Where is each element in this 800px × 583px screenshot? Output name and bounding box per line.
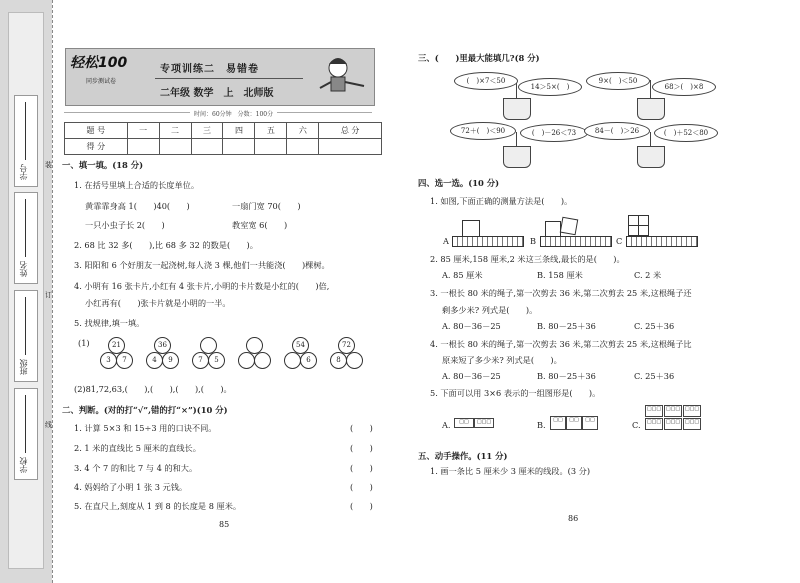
number-circle: 7 bbox=[192, 352, 209, 369]
question-text: 1. 画一条比 5 厘米少 3 厘米的线段。(3 分) bbox=[430, 466, 591, 476]
name-label: 姓名 bbox=[19, 261, 28, 277]
question-text: 3. 4 个 7 的和比 7 与 4 的和大。 bbox=[74, 463, 198, 473]
question-text: 5. 在直尺上,刻度从 1 到 8 的长度是 8 厘米。 bbox=[74, 501, 242, 511]
question-text: 小红再有( )张卡片就是小明的一半。 bbox=[85, 298, 231, 308]
number-circle: 54 bbox=[292, 337, 309, 354]
shape-group: □□□ bbox=[664, 418, 682, 430]
plant-puzzle bbox=[448, 62, 718, 170]
flower-pot bbox=[637, 146, 665, 168]
question-text: 2. 1 米的直线比 5 厘米的直线长。 bbox=[74, 443, 201, 453]
answer-paren[interactable]: ( ) bbox=[350, 482, 373, 492]
section-title: 一、填一填。(18 分) bbox=[62, 160, 144, 170]
question-text: 一扇门宽 70( ) bbox=[232, 201, 301, 211]
question-text: 4. 小明有 16 张卡片,小红有 4 张卡片,小明的卡片数是小红的( )倍, bbox=[74, 281, 330, 291]
table-cell: 三 bbox=[191, 123, 223, 139]
question-text: (1) bbox=[78, 338, 90, 348]
shape-group: □□ bbox=[582, 416, 598, 430]
question-text: (2)81,72,63,( ),( ),( ),( )。 bbox=[74, 384, 232, 394]
option-text[interactable]: A. 80－36－25 bbox=[442, 371, 501, 381]
section-title: 三、( )里最大能填几?(8 分) bbox=[418, 53, 540, 63]
question-text: 2. 85 厘米,158 厘米,2 米这三条线,最长的是( )。 bbox=[430, 254, 625, 264]
score-input-cell[interactable] bbox=[287, 139, 319, 155]
question-text: 4. 一根长 80 米的绳子,第一次剪去 36 米,第二次剪去 25 米,这根绳子比 bbox=[430, 339, 692, 349]
shape-group: □□ bbox=[566, 416, 582, 430]
question-text: 5. 找规律,填一填。 bbox=[74, 318, 145, 328]
cut-label: 装 bbox=[45, 161, 52, 169]
option-text[interactable]: A. 85 厘米 bbox=[442, 270, 483, 280]
square-block bbox=[545, 221, 561, 237]
option-text[interactable]: C. 25＋36 bbox=[634, 371, 675, 381]
option-label[interactable]: A bbox=[443, 236, 449, 246]
score-input-cell[interactable] bbox=[127, 139, 159, 155]
section-title: 四、选一选。(10 分) bbox=[418, 178, 500, 188]
ruler-icon bbox=[626, 236, 698, 247]
answer-paren[interactable]: ( ) bbox=[350, 463, 373, 473]
number-circle[interactable] bbox=[284, 352, 301, 369]
ruler-icon bbox=[540, 236, 612, 247]
option-text[interactable]: A. 80－36－25 bbox=[442, 321, 501, 331]
page-number: 86 bbox=[568, 514, 579, 523]
table-cell: 总 分 bbox=[319, 123, 382, 139]
question-text: 黄霏霏身高 1( )40( ) bbox=[85, 201, 190, 211]
question-text: 1. 如图,下面正确的测量方法是( )。 bbox=[430, 196, 573, 206]
cut-line bbox=[52, 0, 54, 583]
title-rule bbox=[155, 78, 303, 79]
score-header-row bbox=[65, 123, 382, 139]
score-input-cell[interactable] bbox=[159, 139, 191, 155]
number-circle: 21 bbox=[108, 337, 125, 354]
question-text: 教室宽 6( ) bbox=[232, 220, 288, 230]
page-number: 85 bbox=[219, 520, 230, 529]
score-input-cell[interactable] bbox=[319, 139, 382, 155]
question-text: 原来短了多少米? 列式是( )。 bbox=[442, 355, 562, 365]
answer-paren[interactable]: ( ) bbox=[350, 501, 373, 511]
number-circle: 4 bbox=[146, 352, 163, 369]
option-text[interactable]: C. 25＋36 bbox=[634, 321, 675, 331]
score-input-cell[interactable] bbox=[223, 139, 255, 155]
page-subtitle: 二年级 数学 上 北师版 bbox=[160, 88, 274, 99]
table-cell: 题 号 bbox=[65, 123, 128, 139]
leaf-equation[interactable]: 84－( )＞26 bbox=[584, 122, 650, 140]
leaf-equation[interactable]: 72＋( )＜90 bbox=[450, 122, 516, 140]
table-cell: 一 bbox=[127, 123, 159, 139]
question-text: 3. 阳阳和 6 个好朋友一起浇树,每人浇 3 棵,他们一共能浇( )棵树。 bbox=[74, 260, 330, 270]
shape-group: □□□ bbox=[683, 405, 701, 417]
stem bbox=[650, 80, 651, 100]
option-text[interactable]: B. 158 厘米 bbox=[537, 270, 583, 280]
cut-label: 订 bbox=[45, 291, 52, 299]
score-table bbox=[64, 122, 382, 155]
school-box[interactable] bbox=[14, 388, 38, 480]
number-circle[interactable] bbox=[254, 352, 271, 369]
shape-group: □□□ bbox=[645, 418, 663, 430]
class-box[interactable] bbox=[14, 290, 38, 382]
exam-meta: 时间：60分钟 分数：100分 bbox=[190, 109, 277, 118]
number-circle: 3 bbox=[100, 352, 117, 369]
number-circle: 6 bbox=[300, 352, 317, 369]
number-circle: 9 bbox=[162, 352, 179, 369]
leaf-equation[interactable]: ( )×7＜50 bbox=[454, 72, 518, 90]
question-text: 1. 在括号里填上合适的长度单位。 bbox=[74, 180, 200, 190]
leaf-equation[interactable]: 68＞( )×8 bbox=[652, 78, 716, 96]
leaf-equation[interactable]: 9×( )＜50 bbox=[586, 72, 650, 90]
score-value-row bbox=[65, 139, 382, 155]
number-circle: 8 bbox=[330, 352, 347, 369]
option-text[interactable]: B. 80－25＋36 bbox=[537, 321, 596, 331]
option-label[interactable]: C. bbox=[632, 420, 641, 430]
answer-paren[interactable]: ( ) bbox=[350, 443, 373, 453]
shape-group: □□□ bbox=[474, 418, 494, 428]
table-cell: 四 bbox=[223, 123, 255, 139]
leaf-equation[interactable]: ( )－26＜73 bbox=[520, 124, 588, 142]
student-id-box[interactable] bbox=[14, 95, 38, 187]
question-text: 4. 妈妈给了小明 1 张 3 元钱。 bbox=[74, 482, 188, 492]
question-text: 3. 一根长 80 米的绳子,第一次剪去 36 米,第二次剪去 25 米,这根绳子还 bbox=[430, 288, 692, 298]
school-label: 学校 bbox=[19, 457, 28, 473]
answer-paren[interactable]: ( ) bbox=[350, 423, 373, 433]
number-circle[interactable] bbox=[346, 352, 363, 369]
score-input-cell[interactable] bbox=[255, 139, 287, 155]
question-text: 一只小虫子长 2( ) bbox=[85, 220, 165, 230]
shape-group: □□□ bbox=[683, 418, 701, 430]
cut-label: 线 bbox=[45, 421, 52, 429]
leaf-equation[interactable]: 14＞5×( ) bbox=[518, 78, 582, 96]
score-input-cell[interactable] bbox=[191, 139, 223, 155]
section-title: 二、判断。(对的打“√”,错的打“×”)(10 分) bbox=[62, 405, 228, 415]
class-label: 班级 bbox=[19, 359, 28, 375]
question-text: 剩多少米? 列式是( )。 bbox=[442, 305, 538, 315]
table-cell: 得 分 bbox=[65, 139, 128, 155]
table-cell: 六 bbox=[287, 123, 319, 139]
option-text[interactable]: B. 80－25＋36 bbox=[537, 371, 596, 381]
circle-pattern bbox=[78, 337, 378, 377]
square-block bbox=[638, 225, 649, 236]
square-block bbox=[560, 217, 579, 236]
boy-illustration-icon bbox=[316, 52, 368, 100]
leaf-equation[interactable]: ( )＋52＜80 bbox=[654, 124, 718, 142]
option-label[interactable]: B bbox=[530, 236, 537, 246]
option-label[interactable]: C bbox=[616, 236, 623, 246]
shape-group: □□ bbox=[550, 416, 566, 430]
logo-subtitle: 同步测试卷 bbox=[86, 78, 117, 85]
number-circle: 36 bbox=[154, 337, 171, 354]
option-label[interactable]: B. bbox=[537, 420, 546, 430]
shape-group: □□ bbox=[454, 418, 474, 428]
shape-group: □□□ bbox=[664, 405, 682, 417]
student-id-label: 学号 bbox=[19, 164, 28, 180]
flower-pot bbox=[637, 98, 665, 120]
brand-logo: 轻松100 bbox=[70, 55, 128, 71]
option-label[interactable]: A. bbox=[442, 420, 451, 430]
question-text: 1. 计算 5×3 和 15÷3 用的口诀不同。 bbox=[74, 423, 217, 433]
option-text[interactable]: C. 2 米 bbox=[634, 270, 662, 280]
ruler-icon bbox=[452, 236, 524, 247]
name-box[interactable] bbox=[14, 192, 38, 284]
flower-pot bbox=[503, 98, 531, 120]
shape-group: □□□ bbox=[645, 405, 663, 417]
table-cell: 二 bbox=[159, 123, 191, 139]
number-circle: 72 bbox=[338, 337, 355, 354]
page-title: 专项训练二 易错卷 bbox=[160, 64, 259, 75]
flower-pot bbox=[503, 146, 531, 168]
number-circle[interactable] bbox=[238, 352, 255, 369]
number-circle: 5 bbox=[208, 352, 225, 369]
table-cell: 五 bbox=[255, 123, 287, 139]
section-title: 五、动手操作。(11 分) bbox=[418, 451, 508, 461]
number-circle: 7 bbox=[116, 352, 133, 369]
question-text: 5. 下面可以用 3×6 表示的一组图形是( )。 bbox=[430, 388, 601, 398]
question-text: 2. 68 比 32 多( ),比 68 多 32 的数是( )。 bbox=[74, 240, 258, 250]
